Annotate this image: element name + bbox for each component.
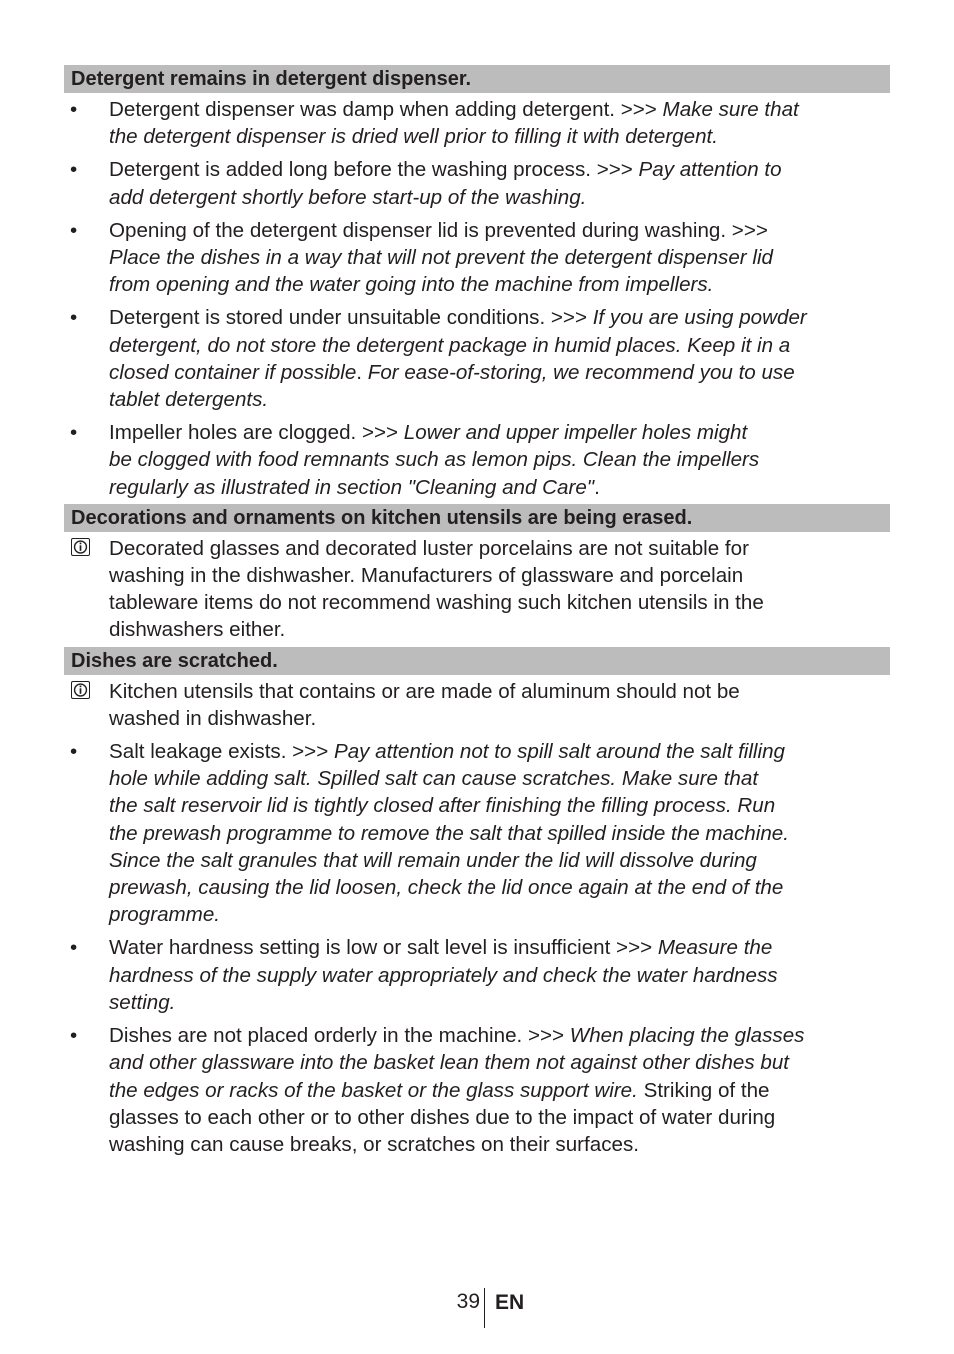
text-line bbox=[109, 874, 890, 901]
list-item bbox=[64, 304, 890, 413]
text-line bbox=[109, 705, 890, 732]
cause-text: washing can cause breaks, or scratches on their surfaces. bbox=[109, 1132, 639, 1156]
remedy-text: hardness of the supply water appropriately and check the water hardness bbox=[109, 963, 778, 987]
remedy-text: Pay attention not to spill salt around the salt filling bbox=[333, 740, 785, 764]
remedy-text: add detergent shortly before start-up of the washing. bbox=[109, 185, 587, 209]
info-icon bbox=[71, 538, 90, 556]
cause-text: Impeller holes are clogged. >>> bbox=[109, 421, 404, 445]
text-line bbox=[109, 934, 890, 961]
remedy-text: the salt reservoir lid is tightly closed after finishing the filling process. Run bbox=[109, 794, 776, 818]
text-line bbox=[109, 1131, 890, 1158]
cause-text: Striking of the bbox=[637, 1078, 770, 1102]
cause-text: Kitchen utensils that contains or are made of aluminum should not be bbox=[109, 679, 740, 703]
cause-text: Salt leakage exists. >>> bbox=[109, 740, 334, 764]
cause-text: Dishes are not placed orderly in the machine. >>> bbox=[109, 1024, 570, 1048]
cause-text: Detergent is stored under unsuitable conditions. >>> bbox=[109, 306, 593, 330]
text-line bbox=[109, 1022, 890, 1049]
text-line bbox=[109, 123, 890, 150]
list-item bbox=[64, 217, 890, 299]
text-line bbox=[109, 535, 890, 562]
text-line bbox=[109, 446, 890, 473]
remedy-text: be clogged with food remnants such as lemon pips. Clean the impellers bbox=[109, 448, 760, 472]
bullet-marker: • bbox=[70, 1024, 78, 1048]
bullet-marker: • bbox=[70, 421, 78, 445]
cause-text: . bbox=[356, 360, 368, 384]
cause-text: Water hardness setting is low or salt level is insufficient >>> bbox=[109, 936, 658, 960]
cause-text: dishwashers either. bbox=[109, 618, 286, 642]
remedy-text: tablet detergents. bbox=[109, 388, 269, 412]
list-item bbox=[64, 419, 890, 501]
cause-text: . bbox=[594, 475, 600, 499]
section-header: Dishes are scratched. bbox=[64, 647, 890, 675]
bullet-marker: • bbox=[70, 218, 78, 242]
remedy-text: Pay attention to bbox=[638, 158, 782, 182]
remedy-text: the edges or racks of the basket or the glass support wire. bbox=[109, 1078, 638, 1102]
text-line bbox=[109, 562, 890, 589]
list-item bbox=[64, 156, 890, 210]
text-line bbox=[109, 474, 890, 501]
text-line bbox=[109, 304, 890, 331]
remedy-text: Place the dishes in a way that will not prevent the detergent dispenser lid bbox=[109, 246, 773, 270]
text-line bbox=[109, 738, 890, 765]
remedy-text: For ease-of-storing, we recommend you to use bbox=[367, 360, 795, 384]
text-line bbox=[109, 156, 890, 183]
list-item bbox=[64, 1022, 890, 1158]
text-line bbox=[109, 244, 890, 271]
text-line bbox=[109, 820, 890, 847]
cause-text: tableware items do not recommend washing such kitchen utensils in the bbox=[109, 591, 764, 615]
remedy-text: hole while adding salt. Spilled salt can cause scratches. Make sure that bbox=[109, 767, 759, 791]
remedy-text: programme. bbox=[109, 903, 221, 927]
text-line bbox=[109, 1104, 890, 1131]
bullet-marker: • bbox=[70, 98, 78, 121]
cause-text: Decorated glasses and decorated luster porcelains are not suitable for bbox=[109, 536, 749, 560]
bullet-marker: • bbox=[70, 936, 78, 960]
list-item bbox=[64, 934, 890, 1016]
troubleshooting-content bbox=[64, 65, 890, 1158]
text-line bbox=[109, 989, 890, 1016]
footer-divider bbox=[484, 1288, 485, 1328]
cause-text: washing in the dishwasher. Manufacturers of glassware and porcelain bbox=[109, 564, 744, 588]
remedy-text: the detergent dispenser is dried well prior to filling it with detergent. bbox=[109, 125, 718, 149]
remedy-text: Since the salt granules that will remain under the lid will dissolve during bbox=[109, 848, 757, 872]
remedy-text: and other glassware into the basket lean them not against other dishes but bbox=[109, 1051, 790, 1075]
remedy-text: Measure the bbox=[657, 936, 773, 960]
text-line bbox=[109, 792, 890, 819]
remedy-text: closed container if possible bbox=[109, 360, 357, 384]
remedy-text: from opening and the water going into the machine from impellers. bbox=[109, 273, 714, 297]
remedy-text: When placing the glasses bbox=[569, 1024, 805, 1048]
remedy-text: the prewash programme to remove the salt that spilled inside the machine. bbox=[109, 821, 789, 845]
cause-text: Detergent is added long before the washing process. >>> bbox=[109, 158, 639, 182]
list-item bbox=[64, 96, 890, 150]
remedy-text: Make sure that bbox=[662, 98, 799, 121]
cause-text: glasses to each other or to other dishes due to the impact of water during bbox=[109, 1105, 776, 1129]
bullet-marker: • bbox=[70, 306, 78, 330]
section-header: Detergent remains in detergent dispenser. bbox=[64, 65, 890, 93]
remedy-text: If you are using powder bbox=[592, 306, 807, 330]
section-header: Decorations and ornaments on kitchen utensils are being erased. bbox=[64, 504, 890, 532]
text-line bbox=[109, 765, 890, 792]
text-line bbox=[109, 419, 890, 446]
text-line bbox=[109, 271, 890, 298]
text-line bbox=[109, 217, 890, 244]
cause-text: Opening of the detergent dispenser lid is prevented during washing. >>> bbox=[109, 218, 768, 242]
remedy-text: detergent, do not store the detergent package in humid places. Keep it in a bbox=[109, 333, 791, 357]
remedy-text: regularly as illustrated in section "Cleaning and Care" bbox=[109, 475, 595, 499]
text-line bbox=[109, 616, 890, 643]
text-line bbox=[109, 678, 890, 705]
info-note bbox=[64, 535, 890, 644]
text-line bbox=[109, 589, 890, 616]
text-line bbox=[109, 359, 890, 386]
page-number: 39 bbox=[456, 1290, 480, 1313]
text-line bbox=[109, 901, 890, 928]
remedy-text: prewash, causing the lid loosen, check the lid once again at the end of the bbox=[109, 876, 784, 900]
text-line bbox=[109, 332, 890, 359]
text-line bbox=[109, 184, 890, 211]
info-note bbox=[64, 678, 890, 732]
text-line bbox=[109, 1077, 890, 1104]
remedy-text: setting. bbox=[109, 990, 176, 1014]
list-item bbox=[64, 738, 890, 928]
bullet-marker: • bbox=[70, 158, 78, 182]
cause-text: washed in dishwasher. bbox=[109, 706, 317, 730]
text-line bbox=[109, 962, 890, 989]
remedy-text: Lower and upper impeller holes might bbox=[403, 421, 748, 445]
language-code: EN bbox=[495, 1291, 525, 1314]
text-line bbox=[109, 1049, 890, 1076]
text-line bbox=[109, 96, 890, 123]
text-line bbox=[109, 386, 890, 413]
text-line bbox=[109, 847, 890, 874]
info-icon bbox=[71, 681, 90, 699]
cause-text: Detergent dispenser was damp when adding detergent. >>> bbox=[109, 98, 663, 121]
bullet-marker: • bbox=[70, 740, 78, 764]
page-footer bbox=[440, 1288, 540, 1328]
